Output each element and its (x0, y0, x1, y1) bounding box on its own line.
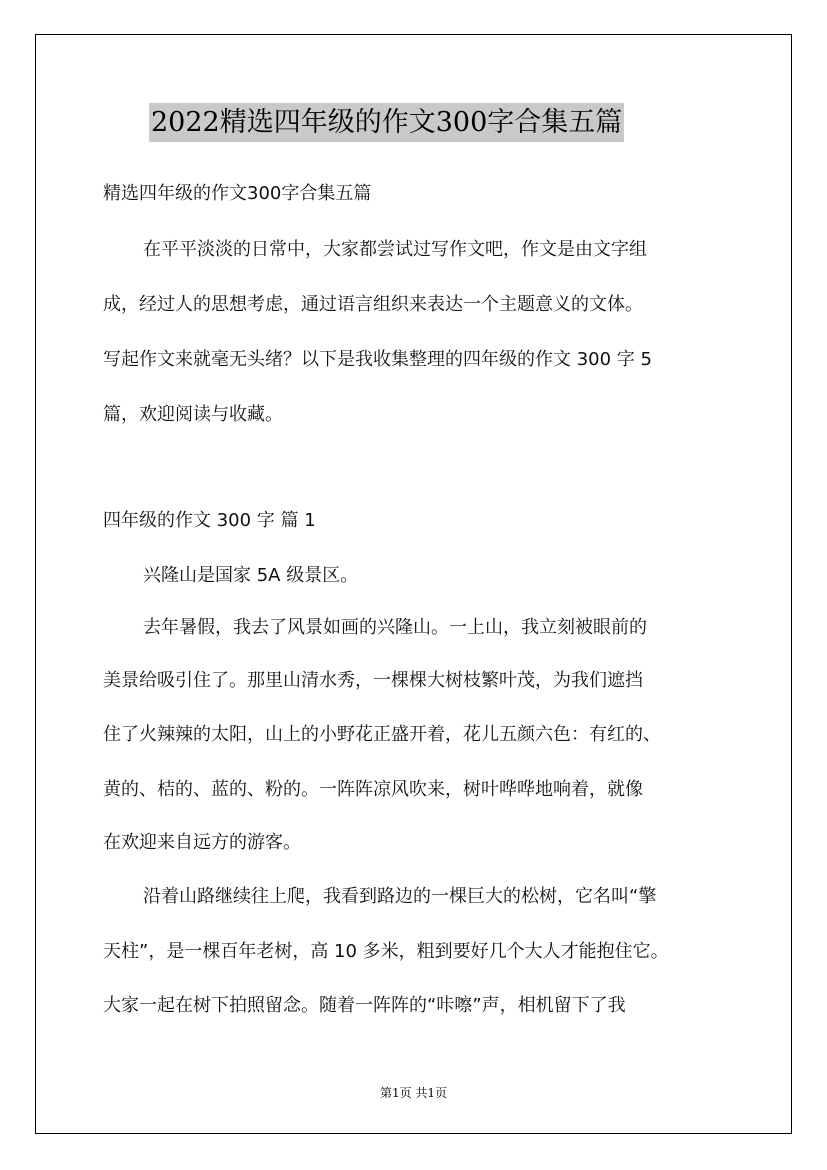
body-line-2: 去年暑假，我去了风景如画的兴隆山。一上山，我立刻被眼前的 (143, 617, 647, 638)
body-line-6: 在欢迎来自远方的游客。 (103, 832, 301, 853)
intro-line-1: 在平平淡淡的日常中，大家都尝试过写作文吧，作文是由文字组 (143, 239, 647, 260)
body-line-8: 天柱”，是一棵百年老树，高 10 多米，粗到要好几个大人才能抱住它。 (103, 941, 669, 962)
intro-line-3: 写起作文来就毫无头绪？以下是我收集整理的四年级的作文 300 字 5 (103, 349, 652, 370)
body-line-4: 住了火辣辣的太阳，山上的小野花正盛开着，花儿五颜六色：有红的、 (103, 724, 661, 745)
section-heading: 四年级的作文 300 字 篇 1 (103, 510, 316, 531)
intro-line-2: 成，经过人的思想考虑，通过语言组织来表达一个主题意义的文体。 (103, 294, 643, 315)
body-line-3: 美景给吸引住了。那里山清水秀，一棵棵大树枝繁叶茂，为我们遮挡 (103, 670, 643, 691)
body-line-9: 大家一起在树下拍照留念。随着一阵阵的“咔嚓”声，相机留下了我 (103, 995, 626, 1016)
body-line-7: 沿着山路继续往上爬，我看到路边的一棵巨大的松树，它名叫“擎 (143, 886, 657, 907)
body-line-5: 黄的、桔的、蓝的、粉的。一阵阵凉风吹来，树叶哗哗地响着，就像 (103, 779, 643, 800)
document-title: 2022精选四年级的作文300字合集五篇 (149, 103, 624, 142)
page-footer: 第1页 共1页 (379, 1086, 448, 1100)
intro-line-4: 篇，欢迎阅读与收藏。 (103, 404, 283, 425)
document-subtitle: 精选四年级的作文300字合集五篇 (103, 183, 372, 204)
body-line-1: 兴隆山是国家 5A 级景区。 (143, 565, 359, 586)
